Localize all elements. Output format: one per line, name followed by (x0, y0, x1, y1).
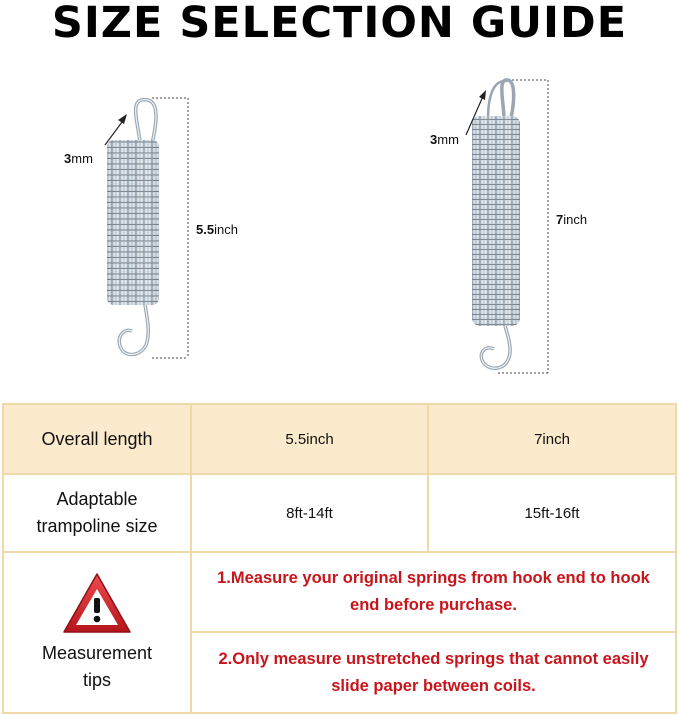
trampoline-size-label-line2: trampoline size (36, 516, 158, 536)
spring-diagram (0, 60, 679, 390)
spring-large (472, 80, 520, 368)
overall-length-label: Overall length (41, 428, 153, 449)
trampoline-size-label-line1: Adaptable (56, 489, 138, 509)
measurement-tips-label-line2: tips (82, 669, 111, 690)
tip-2-text: 2.Only measure unstretched springs that cannot easily slide paper between coils. (218, 649, 649, 695)
warning-triangle-icon (62, 572, 132, 634)
wire-diameter-label-large: 3mm (430, 132, 459, 147)
trampoline-size-large-cell (429, 475, 675, 553)
length-label-large: 7inch (556, 212, 588, 227)
overall-length-large-value: 7inch (534, 430, 570, 448)
overall-length-small-value: 5.5inch (285, 430, 334, 448)
page-title: SIZE SELECTION GUIDE (51, 0, 628, 48)
tip-2-cell (192, 633, 675, 712)
overall-length-large-cell (429, 405, 675, 475)
trampoline-size-small-value: 8ft-14ft (286, 504, 333, 522)
tip-1-text: 1.Measure your original springs from hook end to hook end before purchase. (217, 569, 650, 614)
measurement-tips-label-cell (4, 553, 192, 712)
spring-small (107, 100, 159, 355)
measurement-tips-label-line1: Measurement (41, 642, 153, 663)
wire-diameter-label-small: 3mm (64, 151, 93, 166)
trampoline-size-large-value: 15ft-16ft (524, 504, 580, 522)
overall-length-small-cell (192, 405, 429, 475)
tip-1-cell (192, 553, 675, 633)
trampoline-size-small-cell (192, 475, 429, 553)
size-guide-table (2, 403, 677, 714)
trampoline-size-label-cell (4, 475, 192, 553)
length-label-small: 5.5inch (196, 222, 238, 237)
overall-length-label-cell (4, 405, 192, 475)
